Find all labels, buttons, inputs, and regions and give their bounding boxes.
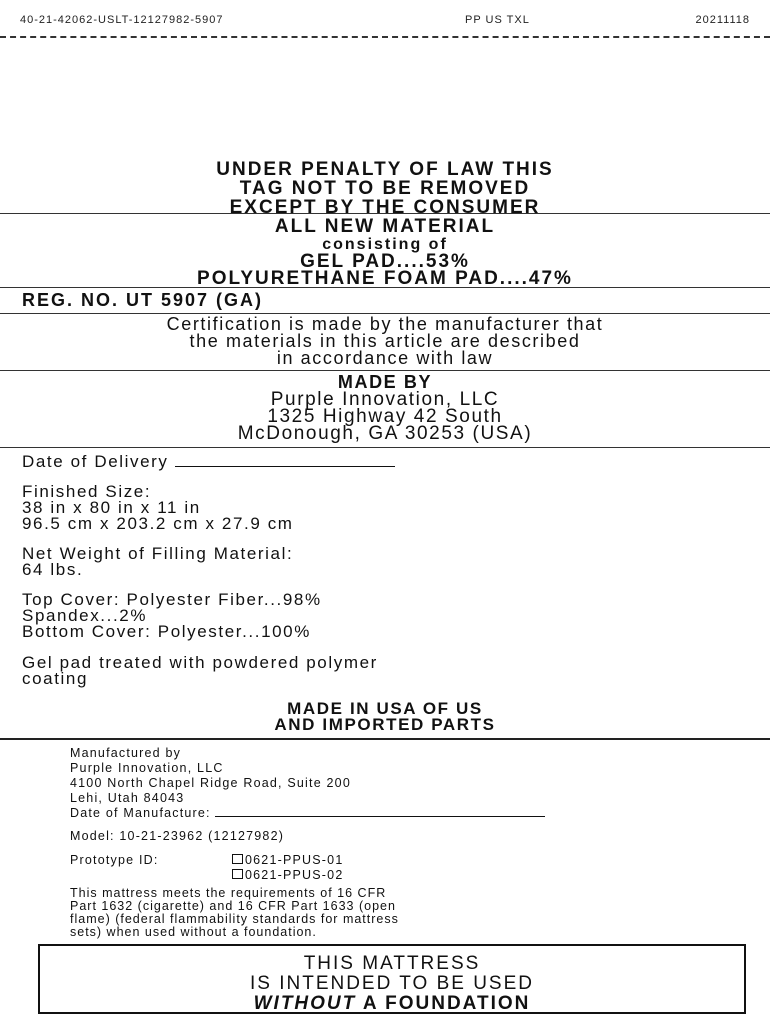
notice-emphasis: WITHOUT <box>253 993 357 1014</box>
certification-line: the materials in this article are described <box>189 331 581 351</box>
notice-rest: A FOUNDATION <box>356 993 531 1014</box>
made-by-city: McDonough, GA 30253 (USA) <box>237 423 533 444</box>
net-weight-block <box>22 546 760 578</box>
made-by-street: 1325 Highway 42 South <box>267 406 503 427</box>
delivery-blank <box>175 452 395 467</box>
manufacturer-line: Lehi, Utah 84043 <box>70 791 185 805</box>
checkbox-icon <box>232 854 243 864</box>
material-consisting: consisting of <box>322 236 448 253</box>
certification-block <box>0 316 770 367</box>
material-block <box>0 217 770 288</box>
manufacture-date-label: Date of Manufacture: <box>70 806 211 820</box>
notice-line-3 <box>40 994 744 1014</box>
warning-block <box>0 160 770 217</box>
divider <box>0 213 770 214</box>
finished-size-metric: 96.5 cm x 203.2 cm x 27.9 cm <box>22 514 294 533</box>
finished-size-block <box>22 484 760 532</box>
manufacturer-block <box>70 746 690 806</box>
net-weight-label: Net Weight of Filling Material: <box>22 544 294 563</box>
prototype-row <box>70 853 690 882</box>
origin-line: MADE IN USA OF US <box>287 699 483 718</box>
divider <box>0 287 770 288</box>
checkbox-icon <box>232 869 243 879</box>
divider <box>0 447 770 448</box>
notice-line-1: THIS MATTRESS <box>303 953 481 974</box>
model-number: Model: 10-21-23962 (12127982) <box>70 829 285 843</box>
made-by-company: Purple Innovation, LLC <box>270 389 500 410</box>
gel-note-block <box>22 655 760 687</box>
tag-variant: PP US TXL <box>465 14 530 26</box>
compliance-line: sets) when used without a foundation. <box>70 925 317 939</box>
prototype-label: Prototype ID: <box>70 853 159 867</box>
notice-line-2: IS INTENDED TO BE USED <box>249 973 534 994</box>
compliance-line: Part 1632 (cigarette) and 16 CFR Part 1633 (open <box>70 899 396 913</box>
manufacturer-line: Manufactured by <box>70 746 182 760</box>
covers-block <box>22 592 760 640</box>
manufacture-date-row <box>70 806 690 821</box>
tag-date: 20211118 <box>695 14 750 26</box>
certification-line: Certification is made by the manufacturer that <box>166 314 604 334</box>
gel-note-line: coating <box>22 669 89 688</box>
origin-block <box>0 701 770 733</box>
delivery-row <box>22 452 760 472</box>
finished-size-imperial: 38 in x 80 in x 11 in <box>22 498 201 517</box>
manufacturer-line: Purple Innovation, LLC <box>70 761 224 775</box>
compliance-line: flame) (federal flammability standards for mattress <box>70 912 399 926</box>
finished-size-label: Finished Size: <box>22 482 152 501</box>
divider <box>0 738 770 740</box>
net-weight-value: 64 lbs. <box>22 560 84 579</box>
material-foam: POLYURETHANE FOAM PAD....47% <box>197 268 573 289</box>
gel-note-line: Gel pad treated with powdered polymer <box>22 653 378 672</box>
tag-header <box>20 14 750 30</box>
tag-code: 40-21-42062-USLT-12127982-5907 <box>20 14 224 26</box>
manufacture-date-blank <box>215 806 545 817</box>
cover-line: Top Cover: Polyester Fiber...98% <box>22 590 322 609</box>
warning-line: UNDER PENALTY OF LAW THIS <box>216 159 554 180</box>
divider <box>0 370 770 371</box>
delivery-label: Date of Delivery <box>22 452 169 471</box>
manufacturer-line: 4100 North Chapel Ridge Road, Suite 200 <box>70 776 351 790</box>
material-title: ALL NEW MATERIAL <box>274 216 496 237</box>
compliance-line: This mattress meets the requirements of 16 CFR <box>70 886 387 900</box>
made-by-title: MADE BY <box>337 372 433 392</box>
warning-line: EXCEPT BY THE CONSUMER <box>229 197 541 218</box>
foundation-notice <box>38 944 746 1014</box>
material-gel: GEL PAD....53% <box>300 251 470 272</box>
certification-line: in accordance with law <box>276 348 494 368</box>
tear-line <box>0 36 770 38</box>
origin-line: AND IMPORTED PARTS <box>274 715 496 734</box>
compliance-block <box>70 887 690 939</box>
made-by-block <box>0 373 770 442</box>
prototype-option-1: 0621-PPUS-01 <box>232 853 343 868</box>
prototype-option-2: 0621-PPUS-02 <box>232 868 343 883</box>
reg-number: REG. NO. UT 5907 (GA) <box>22 290 264 310</box>
cover-line: Spandex...2% <box>22 606 148 625</box>
cover-line: Bottom Cover: Polyester...100% <box>22 622 311 641</box>
warning-line: TAG NOT TO BE REMOVED <box>239 178 531 199</box>
